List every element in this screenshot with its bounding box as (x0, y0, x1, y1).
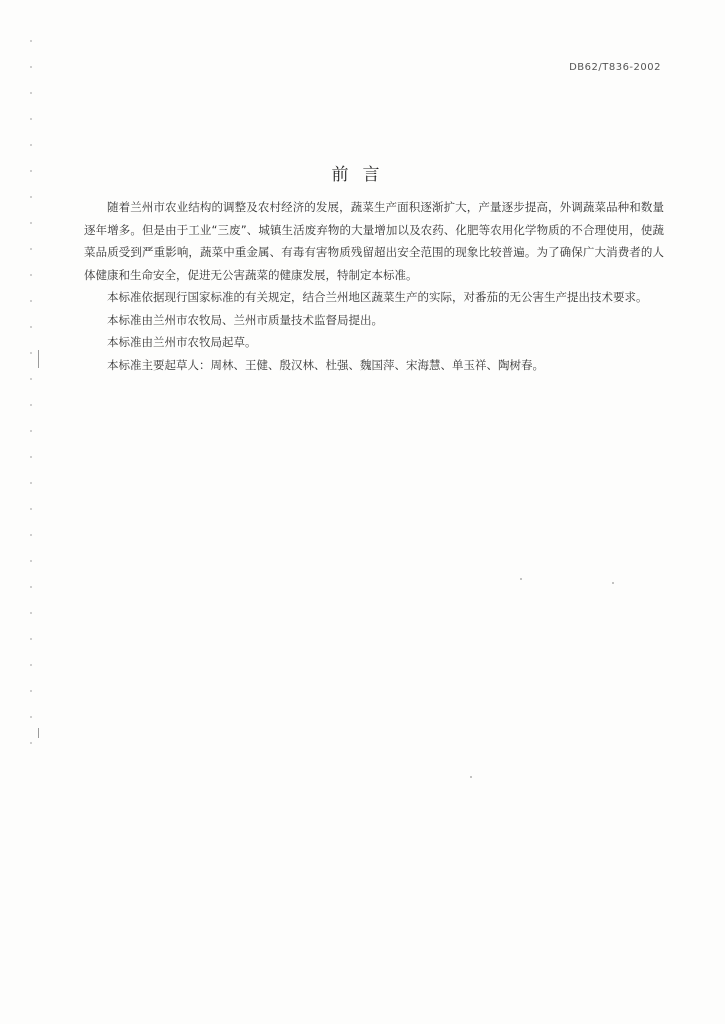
page-title: 前言 (331, 165, 394, 185)
document-code: DB62/T836-2002 (569, 62, 661, 73)
scan-speck (520, 578, 522, 580)
scan-edge-marks (30, 40, 32, 760)
paragraph-basis: 本标准依据现行国家标准的有关规定，结合兰州地区蔬菜生产的实际，对番茄的无公害生产提出技术要求。 (107, 290, 648, 304)
paragraph-authors: 本标准主要起草人：周林、王健、殷汉林、杜强、魏国萍、宋海慧、单玉祥、陶树春。 (107, 357, 544, 372)
scan-speck (470, 776, 472, 778)
scan-edge-tick (38, 350, 39, 368)
paragraph-background: 随着兰州市农业结构的调整及农村经济的发展，蔬菜生产面积逐渐扩大，产量逐步提高，外调蔬菜品种和数量逐年增多。但是由于工业“三废”、城镇生活废弃物的大量增加以及农药、化肥等农用化学物质的不合理使用，使蔬菜品质受到严重影响，蔬菜中重金属、有毒有害物质残留超出安全范围的现象比较普遍。为了确保广大消费者的人体健康和生命安全，促进无公害蔬菜的健康发展，特制定本标准。 (84, 200, 664, 282)
scan-edge-tick (38, 728, 39, 738)
foreword-body (84, 196, 664, 376)
scan-speck (612, 582, 614, 584)
paragraph-proposer: 本标准由兰州市农牧局、兰州市质量技术监督局提出。 (107, 312, 383, 327)
paragraph-drafter: 本标准由兰州市农牧局起草。 (107, 335, 257, 349)
